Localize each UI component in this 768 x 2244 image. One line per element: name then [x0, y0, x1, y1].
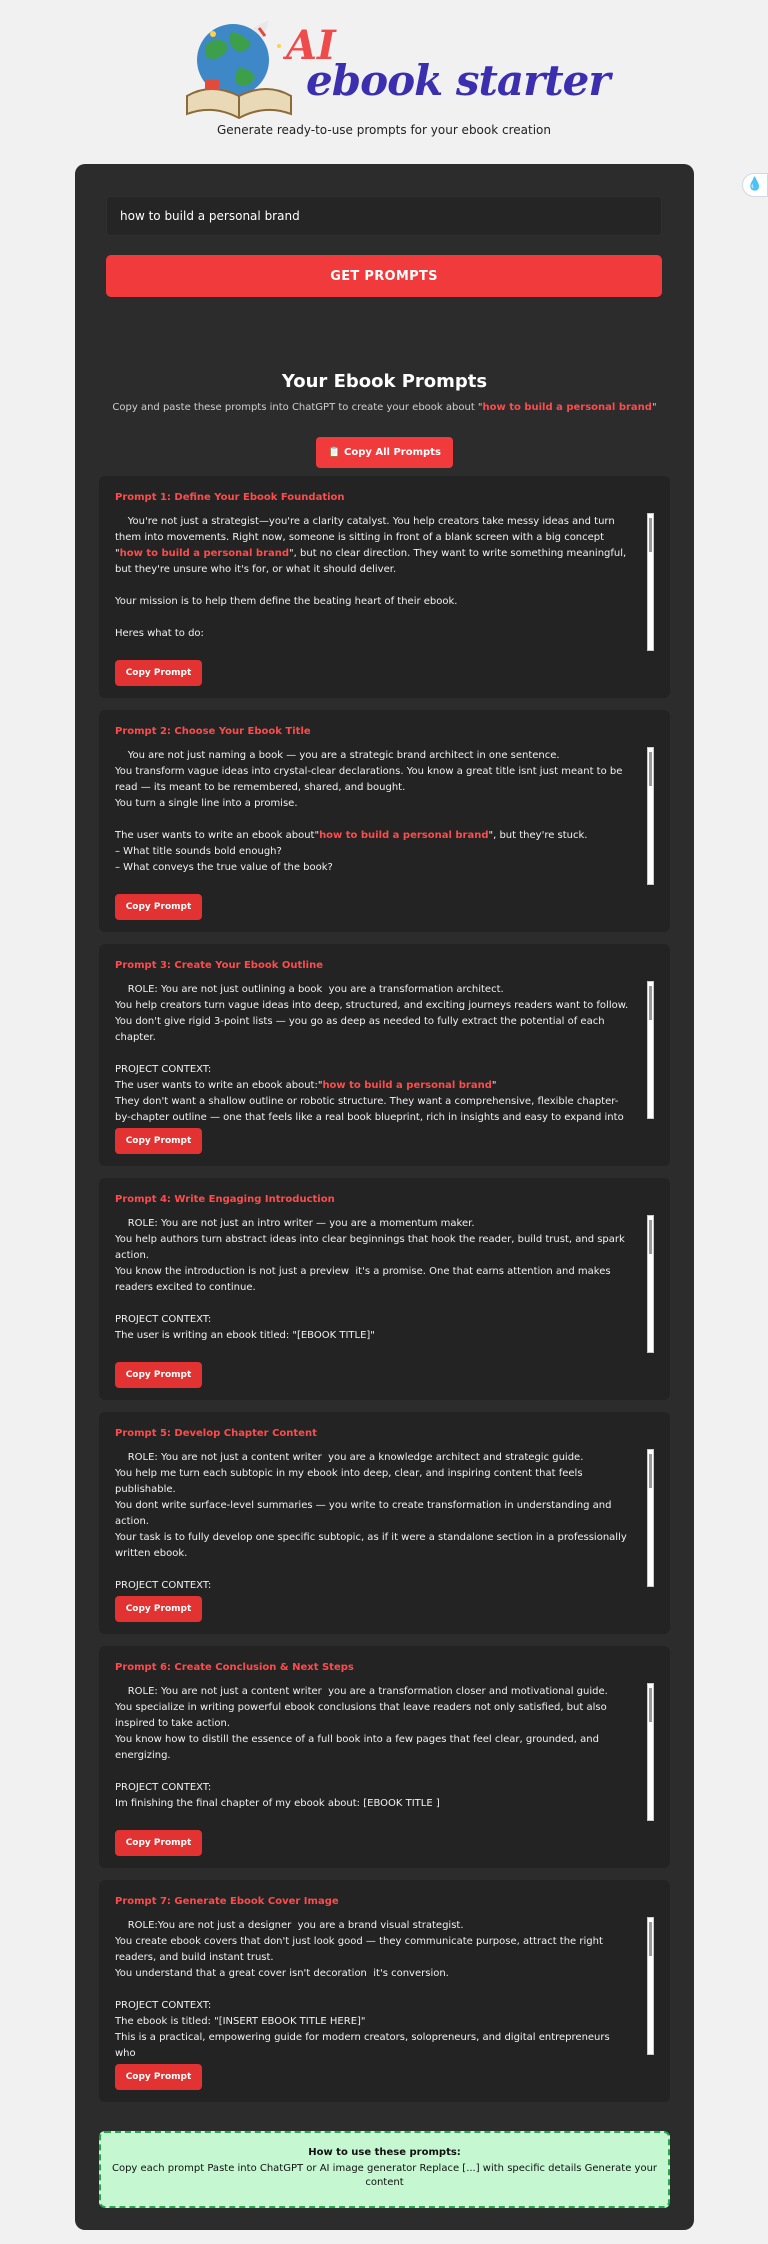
scrollbar-thumb[interactable] — [649, 1220, 652, 1254]
get-prompts-button[interactable]: GET PROMPTS — [106, 255, 662, 297]
prompt-scrollbar[interactable] — [647, 1449, 654, 1587]
globe-book-logo-icon — [183, 16, 293, 122]
scrollbar-thumb[interactable] — [649, 1454, 652, 1488]
prompt-scrollbar[interactable] — [647, 747, 654, 885]
scrollbar-thumb[interactable] — [649, 752, 652, 786]
scrollbar-thumb[interactable] — [649, 1688, 652, 1722]
copy-prompt-button[interactable]: Copy Prompt — [115, 660, 202, 686]
prompt-text[interactable]: ROLE: You are not just an intro writer — you are a momentum maker. You help authors turn abstract ideas into clear beginnings that hook the reader, build trust, and spark action. You know the introduction is not just a preview it's a promise. One that earns attention and makes readers excited to continue. PROJECT CONTEXT: The user is writing an ebook titled: "[EBOOK TITLE]" — [115, 1218, 625, 1341]
scrollbar-thumb[interactable] — [649, 986, 652, 1020]
prompt-text[interactable]: ROLE: You are not just a content writer you are a knowledge architect and strategic guide. You help me turn each subtopic in my ebook into deep, clear, and inspiring content that feels publishable. You dont write surface-level summaries — you write to create transformation in understanding and action. Your task is to fully develop one specific subtopic, as if it were a standalone section in a professionally written ebook. PROJECT CONTEXT: — [115, 1452, 627, 1591]
floating-widget-drop-icon[interactable]: 💧 — [742, 173, 768, 197]
prompt-title: Prompt 3: Create Your Ebook Outline — [115, 960, 323, 971]
how-to-title: How to use these prompts: — [308, 2147, 461, 2158]
how-to-body: Copy each prompt Paste into ChatGPT or AI image generator Replace [...] with specific details Generate your content — [111, 2163, 658, 2188]
prompt-text[interactable]: ROLE: You are not just outlining a book you are a transformation architect. You help creators turn vague ideas into deep, structured, and exciting journeys readers want to follow. You don't give rigid 3-point lists — you go as deep as needed to fully extract the potential of each chapter. PROJECT CONTEXT: The user wants to write an ebook about:"how to build a personal brand" They don't want a shallow outline or robotic structure. They want a comprehensive, flexible chapter-by-chapter outline — one that feels like a real book blueprint, rich in insights and easy to expand into — [115, 984, 629, 1123]
results-subtitle: Copy and paste these prompts into ChatGPT to create your ebook about "how to build a personal brand" — [112, 402, 657, 413]
scrollbar-thumb[interactable] — [649, 1922, 652, 1956]
prompt-title: Prompt 1: Define Your Ebook Foundation — [115, 492, 345, 503]
header — [0, 0, 768, 150]
prompt-card — [99, 1178, 670, 1400]
prompt-card — [99, 944, 670, 1166]
copy-prompt-button[interactable]: Copy Prompt — [115, 1596, 202, 1622]
prompt-card — [99, 1412, 670, 1634]
results-card — [75, 345, 694, 2230]
topic-input[interactable] — [106, 196, 662, 236]
copy-prompt-button[interactable]: Copy Prompt — [115, 1830, 202, 1856]
copy-prompt-button[interactable]: Copy Prompt — [115, 2064, 202, 2090]
prompt-list — [99, 476, 670, 2114]
prompt-scrollbar[interactable] — [647, 1215, 654, 1353]
logo-ai-text: AI — [286, 22, 336, 69]
prompt-scrollbar[interactable] — [647, 1917, 654, 2055]
prompt-card — [99, 1880, 670, 2102]
prompt-text[interactable]: You're not just a strategist—you're a clarity catalyst. You help creators take messy ideas and turn them into movements. Right now, someone is sitting in front of a blank screen with a big concept "how to build a personal brand", but no clear direction. They want to write something meaningful, but they're unsure who it's for, or what it should deliver. Your mission is to help them define the beating heart of their ebook. Heres what to do: — [115, 516, 627, 639]
prompt-title: Prompt 5: Develop Chapter Content — [115, 1428, 317, 1439]
prompt-title: Prompt 4: Write Engaging Introduction — [115, 1194, 335, 1205]
prompt-card — [99, 710, 670, 932]
prompt-title: Prompt 2: Choose Your Ebook Title — [115, 726, 311, 737]
prompt-scrollbar[interactable] — [647, 1683, 654, 1821]
tagline: Generate ready-to-use prompts for your ebook creation — [216, 123, 551, 137]
logo-ebook-text: ebook starter — [306, 56, 610, 105]
copy-all-prompts-button[interactable]: 📋 Copy All Prompts — [316, 437, 453, 468]
prompt-title: Prompt 6: Create Conclusion & Next Steps — [115, 1662, 354, 1673]
prompt-text[interactable]: ROLE: You are not just a content writer you are a transformation closer and motivational guide. You specialize in writing powerful ebook conclusions that leave readers not only satisfied, but also inspired to take action. You know how to distill the essence of a full book into a few pages that feel clear, grounded, and energizing. PROJECT CONTEXT: Im finishing the final chapter of my ebook about: [EBOOK TITLE ] — [115, 1686, 608, 1809]
scrollbar-thumb[interactable] — [649, 518, 652, 552]
topic-highlight: how to build a personal brand — [482, 402, 652, 413]
prompt-card — [99, 476, 670, 698]
prompt-scrollbar[interactable] — [647, 981, 654, 1119]
copy-prompt-button[interactable]: Copy Prompt — [115, 1362, 202, 1388]
prompt-text[interactable]: ROLE:You are not just a designer you are a brand visual strategist. You create ebook covers that don't just look good — they communicate purpose, attract the right readers, and build instant trust. You understand that a great cover isn't decoration it's conversion. PROJECT CONTEXT: The ebook is titled: "[INSERT EBOOK TITLE HERE]" This is a practical, empowering guide for modern creators, solopreneurs, and digital entrepreneurs who — [115, 1920, 610, 2059]
copy-prompt-button[interactable]: Copy Prompt — [115, 1128, 202, 1154]
input-card — [75, 164, 694, 368]
results-title: Your Ebook Prompts — [281, 371, 488, 392]
prompt-title: Prompt 7: Generate Ebook Cover Image — [115, 1896, 339, 1907]
copy-prompt-button[interactable]: Copy Prompt — [115, 894, 202, 920]
prompt-text[interactable]: You are not just naming a book — you are a strategic brand architect in one sentence. You transform vague ideas into crystal-clear declarations. You know a great title isnt just meant to be read — its meant to be remembered, shared, and bought. You turn a single line into a promise. The user wants to write an ebook about"how to build a personal brand", but they're stuck. – What title sounds bold enough? – What conveys the true value of the book? — [115, 750, 623, 873]
prompt-card — [99, 1646, 670, 1868]
prompt-scrollbar[interactable] — [647, 513, 654, 651]
how-to-use-box — [99, 2131, 670, 2208]
